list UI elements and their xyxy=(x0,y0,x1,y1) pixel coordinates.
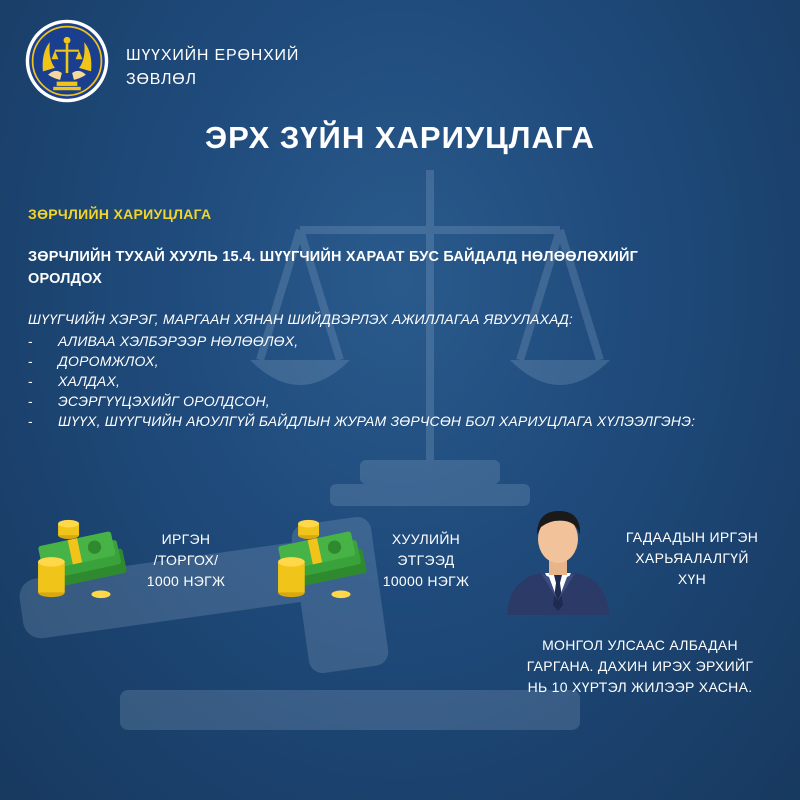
law-article-title xyxy=(28,246,768,290)
org-name-line2: ЗӨВЛӨЛ xyxy=(126,71,197,88)
intro-text: ШҮҮГЧИЙН ХЭРЭГ, МАРГААН ХЯНАН ШИЙДВЭРЛЭХ АЖИЛЛАГАА ЯВУУЛАХАД: xyxy=(28,311,573,327)
list-item-text: АЛИВАА ХЭЛБЭРЭЭР НӨЛӨӨЛӨХ, xyxy=(58,333,299,349)
list-item xyxy=(28,411,695,431)
money-coins-icon xyxy=(32,518,128,600)
fine-line2: ЭТГЭЭД xyxy=(397,552,455,568)
bullet-dash: - xyxy=(28,353,33,369)
money-coins-icon xyxy=(272,518,368,600)
fine-line1: ХУУЛИЙН xyxy=(391,531,461,547)
foreign-line3: ХҮН xyxy=(677,571,707,587)
list-item-text: ЭСЭРГҮҮЦЭХИЙГ ОРОЛДСОН, xyxy=(58,393,270,409)
list-item-text: ДОРОМЖЛОХ, xyxy=(58,353,159,369)
list-item-text: ШҮҮХ, ШҮҮГЧИЙН АЮУЛГҮЙ БАЙДЛЫН ЖУРАМ ЗӨРЧСӨН БОЛ ХАРИУЦЛАГА ХҮЛЭЭЛГЭНЭ: xyxy=(58,413,696,429)
bullet-dash: - xyxy=(28,333,33,349)
foreign-line1: ГАДААДЫН ИРГЭН xyxy=(625,529,759,545)
fine-line2: /ТОРГОХ/ xyxy=(153,552,219,568)
deport-line1: МОНГОЛ УЛСААС АЛБАДАН xyxy=(542,637,738,653)
foreign-line2: ХАРЬЯАЛАЛГҮЙ xyxy=(635,550,749,566)
fine-line3: 10000 НЭГЖ xyxy=(382,573,470,589)
list-item xyxy=(28,391,695,411)
violation-list xyxy=(28,331,695,431)
organization-name xyxy=(126,44,299,92)
bullet-dash: - xyxy=(28,373,33,389)
citizen-fine-label xyxy=(138,529,234,592)
section-label: ЗӨРЧЛИЙН ХАРИУЦЛАГА xyxy=(28,206,212,222)
list-item-text: ХАЛДАХ, xyxy=(58,373,121,389)
deport-line3: НЬ 10 ХҮРТЭЛ ЖИЛЭЭР ХАСНА. xyxy=(527,679,753,695)
deport-line2: ГАРГАНА. ДАХИН ИРЭХ ЭРХИЙГ xyxy=(526,658,754,674)
bullet-dash: - xyxy=(28,393,33,409)
businessman-icon xyxy=(505,505,611,615)
list-item xyxy=(28,371,695,391)
bullet-dash: - xyxy=(28,413,33,429)
law-title-line1: ЗӨРЧЛИЙН ТУХАЙ ХУУЛЬ 15.4. ШҮҮГЧИЙН ХАРААТ БУС БАЙДАЛД НӨЛӨӨЛӨХИЙГ xyxy=(28,249,639,265)
legal-entity-fine-label xyxy=(372,529,480,592)
judicial-council-logo-icon xyxy=(24,18,110,104)
fine-line3: 1000 НЭГЖ xyxy=(146,573,226,589)
org-name-line1: ШҮҮХИЙН ЕРӨНХИЙ xyxy=(126,47,300,64)
deportation-text xyxy=(505,635,775,698)
fine-line1: ИРГЭН xyxy=(161,531,211,547)
list-item xyxy=(28,331,695,351)
law-title-line2: ОРОЛДОХ xyxy=(28,271,102,287)
list-item xyxy=(28,351,695,371)
foreign-stateless-label xyxy=(612,527,772,590)
page-title: ЭРХ ЗҮЙН ХАРИУЦЛАГА xyxy=(205,120,595,155)
